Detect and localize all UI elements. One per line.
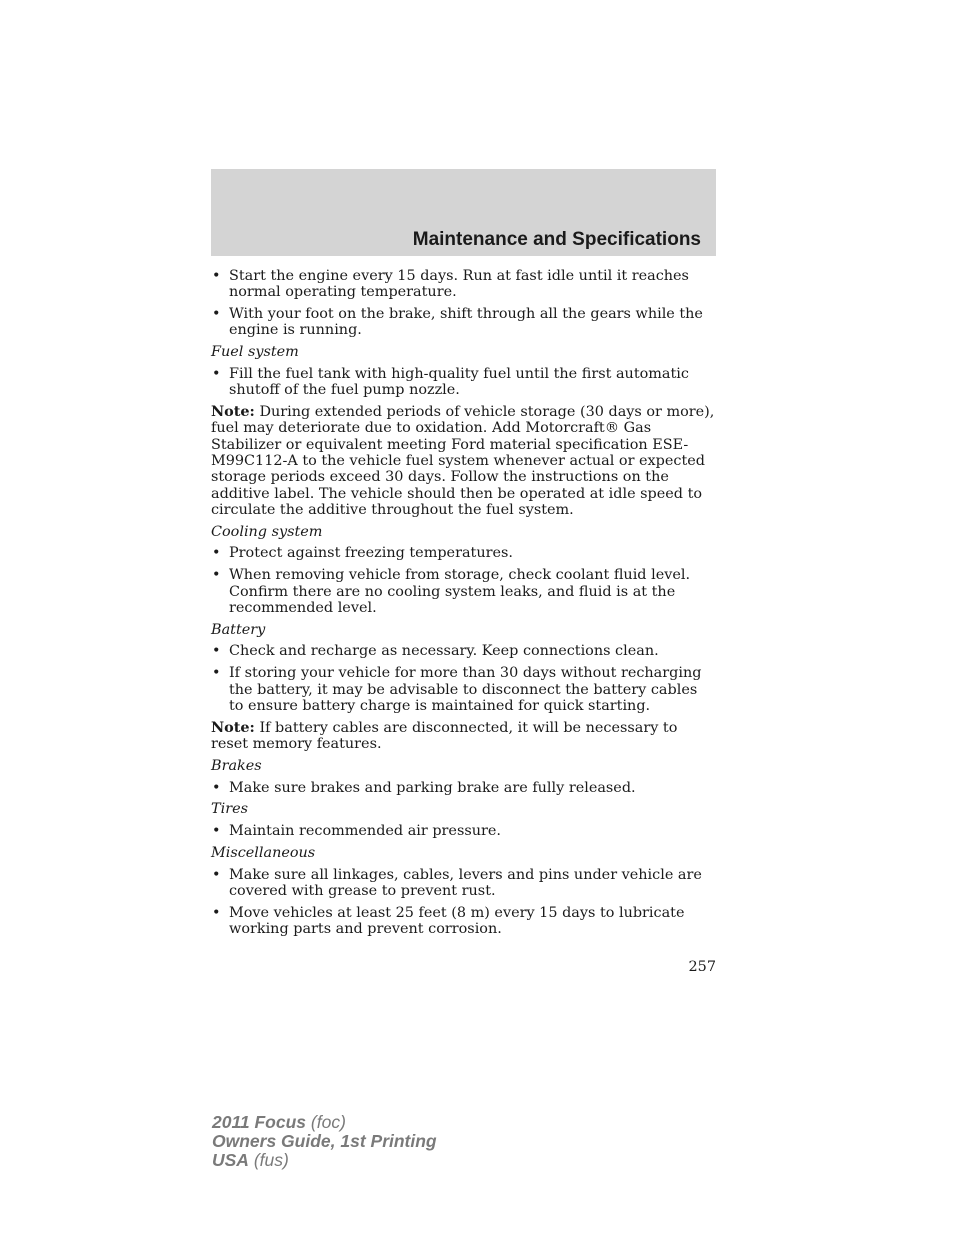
list-item <box>211 780 716 796</box>
list-item-text: Make sure brakes and parking brake are fully released. <box>229 779 636 796</box>
bullet-icon: • <box>212 567 221 584</box>
list-item-text: Fill the fuel tank with high-quality fuel until the first automatic shutoff of the fuel pump nozzle. <box>229 365 689 399</box>
list-item-text: Maintain recommended air pressure. <box>229 823 501 840</box>
list-item-text: When removing vehicle from storage, check coolant fluid level. Confirm there are no cooling system leaks, and fluid is at the recommended level. <box>229 567 691 616</box>
list-item-text: Start the engine every 15 days. Run at fast idle until it reaches normal operating temperature. <box>229 268 689 301</box>
list-item <box>211 366 716 399</box>
note-text: If battery cables are disconnected, it will be necessary to reset memory features. <box>211 719 678 752</box>
list-item-text: With your foot on the brake, shift through all the gears while the engine is running. <box>229 306 703 339</box>
list-item-text: If storing your vehicle for more than 30 days without recharging the battery, it may be advisable to disconnect the battery cables to ensure battery charge is maintained for quick starting. <box>229 665 702 714</box>
footer-line-guide <box>212 1132 437 1151</box>
footer-model-name: 2011 Focus <box>212 1112 307 1132</box>
note-text: During extended periods of vehicle storage (30 days or more), fuel may deteriorate due to oxidation. Add Motorcraft® Gas Stabilizer or equivalent meeting Ford material specification ESE-M99C112-A to the vehicle fuel system whenever actual or expected storage periods exceed 30 days. Follow the instructions on the additive label. The vehicle should then be operated at idle speed to circulate the additive throughout the fuel system. <box>211 404 715 518</box>
bullet-icon: • <box>212 904 221 921</box>
bullet-icon: • <box>212 866 221 883</box>
page-body <box>211 268 716 943</box>
subsection-heading: Battery <box>211 621 266 638</box>
list-item-text: Move vehicles at least 25 feet (8 m) every 15 days to lubricate working parts and prevent corrosion. <box>229 904 685 938</box>
note-paragraph <box>211 720 716 753</box>
section-header-band <box>211 169 716 256</box>
footer-guide-name: Owners Guide, 1st Printing <box>212 1131 437 1151</box>
list-item <box>211 567 716 616</box>
footer-region-code: (fus) <box>248 1150 289 1170</box>
list-item <box>211 905 716 938</box>
print-footer <box>212 1113 437 1170</box>
bullet-icon: • <box>212 823 221 840</box>
subsection-heading: Brakes <box>211 757 262 774</box>
bullet-icon: • <box>212 545 221 562</box>
note-label: Note: <box>211 403 255 421</box>
bullet-icon: • <box>212 779 221 796</box>
bullet-icon: • <box>212 306 221 323</box>
list-item <box>211 306 716 339</box>
subsection-heading: Tires <box>211 801 248 818</box>
bullet-icon: • <box>212 365 221 382</box>
bullet-icon: • <box>212 665 221 682</box>
list-item <box>211 665 716 714</box>
footer-line-region <box>212 1151 437 1170</box>
subsection-heading: Fuel system <box>211 344 299 361</box>
list-item <box>211 823 716 839</box>
list-item <box>211 867 716 900</box>
page-number: 257 <box>688 959 716 975</box>
subsection-heading: Miscellaneous <box>211 844 316 861</box>
list-item-text: Check and recharge as necessary. Keep connections clean. <box>229 643 659 660</box>
subsection-heading: Cooling system <box>211 523 323 540</box>
bullet-icon: • <box>212 268 221 284</box>
footer-model-code: (foc) <box>306 1112 346 1132</box>
footer-line-model <box>212 1113 437 1132</box>
list-item-text: Protect against freezing temperatures. <box>229 545 513 562</box>
list-item <box>211 643 716 659</box>
footer-region-name: USA <box>212 1150 249 1170</box>
note-paragraph <box>211 404 716 518</box>
section-title: Maintenance and Specifications <box>412 229 701 250</box>
bullet-icon: • <box>212 643 221 660</box>
note-label: Note: <box>211 718 255 736</box>
list-item <box>211 545 716 561</box>
list-item-text: Make sure all linkages, cables, levers and pins under vehicle are covered with grease to prevent rust. <box>229 866 702 899</box>
list-item <box>211 268 716 301</box>
